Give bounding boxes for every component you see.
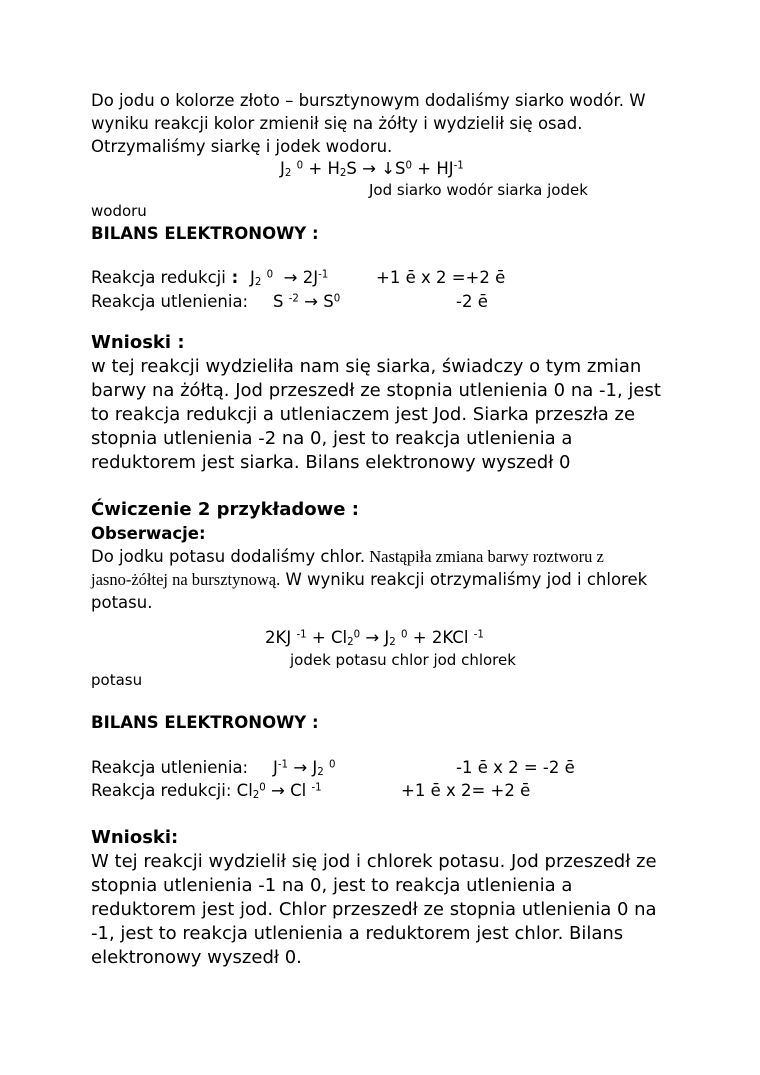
- bilans-1-red-j: J: [250, 268, 255, 287]
- eq2-kj-sup: -1: [296, 629, 307, 641]
- bilans-1-ox-sup2: 0: [333, 293, 341, 305]
- bilans-2-red-sup: 0: [259, 782, 266, 794]
- bilans-2-reduction-label: Reakcja redukcji:: [91, 781, 232, 800]
- bilans-2-oxidation-equation: [273, 756, 336, 779]
- equation-1-labels-wrap: wodoru: [91, 202, 147, 220]
- eq2-j-sub: 2: [389, 637, 396, 649]
- bilans-1-ox-sup1: -2: [288, 293, 299, 305]
- wnioski-2-heading: Wnioski:: [91, 827, 179, 848]
- bilans-2-red-sup2: -1: [311, 782, 322, 794]
- bilans-1-red-sup: -1: [318, 269, 329, 281]
- bilans-1-reduction: [91, 266, 238, 289]
- bilans-1-reduction-value: +1 ē x 2 =+2 ē: [376, 268, 506, 287]
- wnioski-1-line-1: w tej reakcji wydzieliła nam się siarka, świadczy o tym zmian: [91, 356, 642, 377]
- bilans-1-heading: BILANS ELEKTRONOWY :: [91, 224, 319, 243]
- eq2-kj: 2KJ: [265, 628, 292, 647]
- observations-heading: Obserwacje:: [91, 524, 206, 543]
- eq2-kcl-sup: -1: [473, 629, 484, 641]
- bilans-1-red-arrow: → 2J: [283, 268, 319, 287]
- bilans-2-oxidation-value: -1 ē x 2 = -2 ē: [456, 758, 575, 777]
- observations-line-2: [91, 568, 647, 591]
- bilans-2-heading: BILANS ELEKTRONOWY :: [91, 713, 319, 732]
- bilans-1-reduction-equation: [250, 266, 328, 289]
- bilans-1-reduction-label: Reakcja redukcji: [91, 268, 226, 287]
- wnioski-2-line-5: elektronowy wyszedł 0.: [91, 947, 302, 968]
- observations-line-1: [91, 545, 604, 568]
- wnioski-1-line-4: stopnia utlenienia -2 na 0, jest to reakcja utlenienia a: [91, 428, 573, 449]
- eq2-plus-kcl: + 2KCl: [407, 628, 469, 647]
- bilans-1-ox-s: S: [273, 292, 284, 311]
- observations-line-1-sans: Do jodku potasu dodaliśmy chlor.: [91, 547, 366, 566]
- bilans-1-red-jsub: 2: [254, 277, 262, 289]
- intro-line-1: Do jodu o kolorze złoto – bursztynowym dodaliśmy siarko wodór. W: [91, 91, 646, 110]
- bilans-1-reduction-colon: :: [225, 268, 239, 287]
- eq2-j-sup: 0: [401, 629, 408, 641]
- eq1-plus-hj: + HJ: [412, 159, 454, 178]
- eq1-h2s-sub: 2: [339, 168, 347, 180]
- eq1-h2s-rest: S → ↓S: [346, 159, 406, 178]
- observations-line-3: potasu.: [91, 593, 153, 612]
- equation-2-labels: jodek potasu chlor jod chlorek: [290, 651, 516, 669]
- bilans-1-red-jsup: 0: [266, 269, 274, 281]
- bilans-1-oxidation-equation: [273, 290, 340, 313]
- wnioski-2-line-1: W tej reakcji wydzielił się jod i chlorek potasu. Jod przeszedł ze: [91, 851, 657, 872]
- eq1-iodine-sub: 2: [284, 168, 292, 180]
- intro-line-2: wyniku reakcji kolor zmienił się na żółty i wydzielił się osad.: [91, 114, 583, 133]
- eq1-iodine-sup: 0: [296, 160, 304, 172]
- bilans-2-reduction: [91, 779, 322, 802]
- eq1-hj-sup: -1: [453, 160, 464, 172]
- observations-line-1-serif: Nastąpiła zmiana barwy roztworu z: [365, 547, 604, 566]
- wnioski-1-heading: Wnioski :: [91, 332, 185, 353]
- exercise-2-heading: Ćwiczenie 2 przykładowe :: [91, 499, 359, 520]
- eq2-cl-sup: 0: [353, 629, 361, 641]
- eq2-cl-sub: 2: [347, 637, 354, 649]
- equation-1-labels: Jod siarko wodór siarka jodek: [369, 181, 588, 199]
- eq2-plus-cl: + Cl: [306, 628, 348, 647]
- intro-line-3: Otrzymaliśmy siarkę i jodek wodoru.: [91, 137, 393, 156]
- eq1-iodine: J: [280, 159, 285, 178]
- eq1-plus-h: + H: [303, 159, 340, 178]
- observations-line-2-serif: jasno-żółtej na bursztynową.: [91, 570, 281, 589]
- bilans-1-oxidation-label: Reakcja utlenienia:: [91, 292, 249, 311]
- eq1-sulfur-sup: 0: [405, 160, 413, 172]
- wnioski-1-line-3: to reakcja redukcji a utleniaczem jest Jod. Siarka przeszła ze: [91, 404, 636, 425]
- bilans-2-ox-sup2: 0: [329, 759, 336, 771]
- bilans-2-ox-arrow: → J: [288, 758, 318, 777]
- bilans-2-red-arrow: → Cl: [265, 781, 307, 800]
- wnioski-2-line-3: reduktorem jest jod. Chlor przeszedł ze stopnia utlenienia 0 na: [91, 899, 657, 920]
- bilans-2-reduction-value: +1 ē x 2= +2 ē: [401, 781, 531, 800]
- wnioski-2-line-4: -1, jest to reakcja utlenienia a reduktorem jest chlor. Bilans: [91, 923, 624, 944]
- eq2-arrow: → J: [360, 628, 390, 647]
- equation-2: [265, 626, 484, 649]
- wnioski-1-line-2: barwy na żółtą. Jod przeszedł ze stopnia utlenienia 0 na -1, jest: [91, 380, 661, 401]
- observations-line-2-sans: W wyniku reakcji otrzymaliśmy jod i chlorek: [280, 570, 648, 589]
- bilans-2-red-sub: 2: [252, 790, 260, 802]
- bilans-2-ox-j: J: [273, 758, 278, 777]
- bilans-1-oxidation-value: -2 ē: [456, 292, 488, 311]
- bilans-2-red-cl: Cl: [236, 781, 253, 800]
- equation-1: [280, 157, 464, 180]
- wnioski-1-line-5: reduktorem jest siarka. Bilans elektronowy wyszedł 0: [91, 452, 571, 473]
- bilans-2-oxidation-label: Reakcja utlenienia:: [91, 758, 249, 777]
- equation-2-labels-wrap: potasu: [91, 671, 143, 689]
- bilans-1-ox-arrow: → S: [298, 292, 334, 311]
- wnioski-2-line-2: stopnia utlenienia -1 na 0, jest to reakcja utlenienia a: [91, 875, 573, 896]
- bilans-2-ox-sub: 2: [317, 767, 324, 779]
- bilans-2-ox-sup: -1: [277, 759, 289, 771]
